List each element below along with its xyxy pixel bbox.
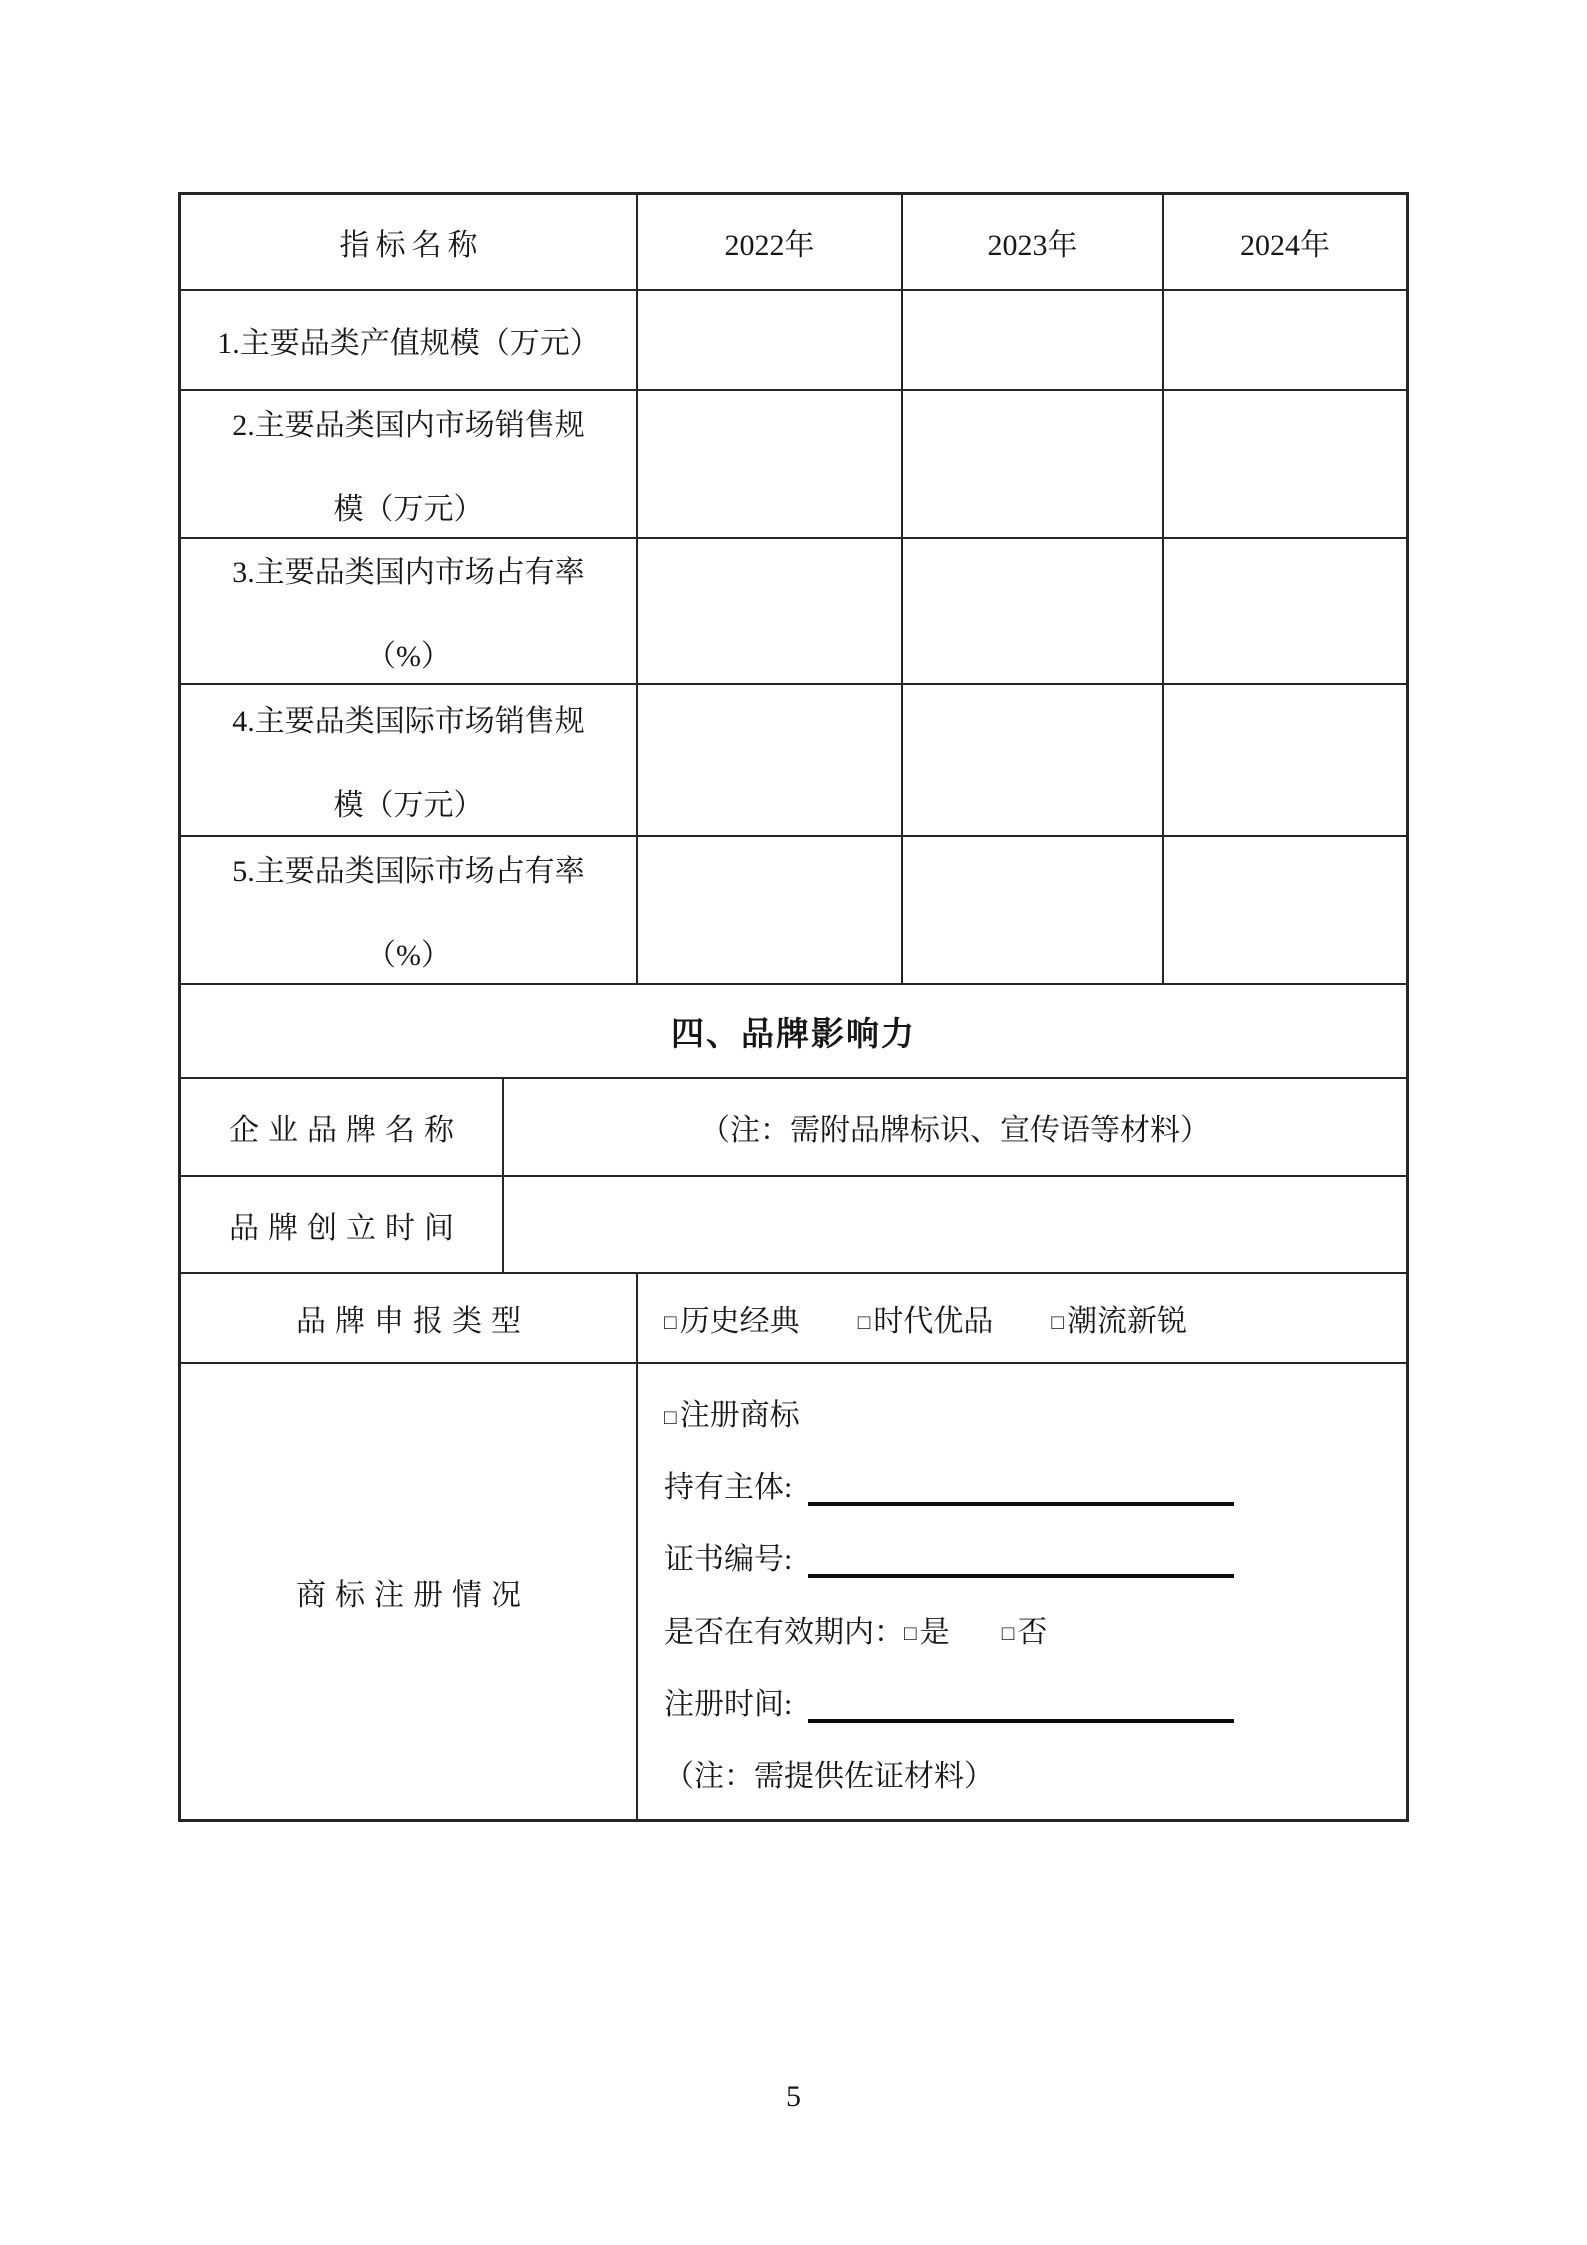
empty-value-cell xyxy=(638,837,903,983)
page-number: 5 xyxy=(786,2080,801,2113)
indicator-label-cell xyxy=(181,837,638,983)
checkbox-icon: □ xyxy=(664,1310,677,1334)
certificate-label: 证书编号: xyxy=(664,1543,793,1577)
brand-name-row xyxy=(181,1079,1406,1177)
indicator-label-cell xyxy=(181,539,638,683)
indicator-label-line1: 4.主要品类国际市场销售规 xyxy=(232,705,585,738)
validity-line xyxy=(664,1615,1396,1651)
holder-line xyxy=(664,1470,1396,1506)
registered-trademark-label: 注册商标 xyxy=(679,1399,800,1432)
option-era-quality xyxy=(858,1296,994,1340)
registration-time-line xyxy=(664,1687,1396,1723)
indicator-label-line2: 模（万元） xyxy=(333,789,484,822)
indicator-label-line2: （%） xyxy=(366,640,451,673)
checkbox-icon: □ xyxy=(664,1404,677,1429)
certificate-line xyxy=(664,1542,1396,1578)
empty-value-cell xyxy=(638,391,903,537)
section-title: 四、品牌影响力 xyxy=(671,1014,916,1052)
indicator-label-cell xyxy=(181,685,638,835)
indicator-label-cell xyxy=(181,391,638,537)
option-history-classic xyxy=(664,1296,800,1340)
table-row-international-sales xyxy=(181,685,1406,837)
table-row-domestic-share xyxy=(181,539,1406,685)
empty-value-cell xyxy=(1164,391,1406,537)
brand-type-options-cell xyxy=(638,1274,1406,1362)
brand-time-label-cell xyxy=(181,1177,504,1272)
brand-type-row xyxy=(181,1274,1406,1364)
empty-value-cell xyxy=(903,837,1164,983)
section-title-row xyxy=(181,985,1406,1079)
registration-time-label: 注册时间: xyxy=(664,1687,793,1721)
table-row-international-share xyxy=(181,837,1406,985)
brand-name-label: 企业品牌名称 xyxy=(229,1114,463,1147)
indicator-label: 1.主要品类产值规模（万元） xyxy=(217,327,600,360)
indicator-label-line2: 模（万元） xyxy=(333,493,484,526)
trademark-label: 商标注册情况 xyxy=(296,1578,530,1612)
holder-underline-field xyxy=(808,1496,1234,1506)
indicator-label-line1: 5.主要品类国际市场占有率 xyxy=(232,855,585,888)
option-label: 时代优品 xyxy=(873,1305,994,1338)
brand-name-note: （注：需附品牌标识、宣传语等材料） xyxy=(700,1114,1210,1147)
checkbox-icon: □ xyxy=(857,1310,871,1334)
indicator-label-line2: （%） xyxy=(366,939,451,972)
empty-value-cell xyxy=(638,685,903,835)
trademark-row xyxy=(181,1364,1406,1819)
brand-type-label-cell xyxy=(181,1274,638,1362)
indicators-and-brand-table xyxy=(178,192,1409,1822)
empty-value-cell xyxy=(903,391,1164,537)
brand-time-label: 品牌创立时间 xyxy=(229,1211,463,1245)
indicator-label-line1: 3.主要品类国内市场占有率 xyxy=(232,556,585,589)
option-label: 潮流新锐 xyxy=(1067,1305,1188,1338)
checkbox-icon: □ xyxy=(1051,1310,1065,1334)
empty-value-cell xyxy=(1164,685,1406,835)
brand-type-label: 品牌申报类型 xyxy=(296,1305,530,1338)
header-cell-2024 xyxy=(1164,195,1406,289)
validity-label: 是否在有效期内： xyxy=(664,1615,904,1649)
header-indicator-label: 指标名称 xyxy=(339,229,484,262)
empty-value-cell xyxy=(903,291,1164,389)
section-title-cell xyxy=(181,985,1406,1077)
brand-time-row xyxy=(181,1177,1406,1274)
option-label: 历史经典 xyxy=(679,1305,800,1338)
holder-label: 持有主体: xyxy=(664,1471,793,1505)
checkbox-icon: □ xyxy=(904,1621,917,1646)
brand-name-label-cell xyxy=(181,1079,504,1175)
registered-trademark-line xyxy=(664,1398,1396,1434)
header-cell-2022 xyxy=(638,195,903,289)
validity-no-label: 否 xyxy=(1017,1615,1048,1649)
indicator-label-cell xyxy=(181,291,638,389)
table-header-row xyxy=(181,195,1406,291)
trademark-note: （注：需提供佐证材料） xyxy=(664,1759,994,1793)
empty-value-cell xyxy=(1164,837,1406,983)
brand-time-value-cell xyxy=(504,1177,1406,1272)
year-2024-label: 2024年 xyxy=(1240,229,1330,262)
indicator-label-line1: 2.主要品类国内市场销售规 xyxy=(232,409,585,442)
certificate-underline-field xyxy=(808,1568,1234,1578)
checkbox-icon: □ xyxy=(1001,1621,1015,1646)
year-2022-label: 2022年 xyxy=(724,229,815,262)
brand-name-value-cell xyxy=(504,1079,1406,1175)
option-trend-new xyxy=(1051,1296,1187,1340)
empty-value-cell xyxy=(638,539,903,683)
validity-yes-label: 是 xyxy=(919,1615,950,1649)
trademark-label-cell xyxy=(181,1364,638,1819)
empty-value-cell xyxy=(1164,291,1406,389)
table-row-output-scale xyxy=(181,291,1406,391)
header-cell-indicator xyxy=(181,195,638,289)
year-2023-label: 2023年 xyxy=(987,229,1078,262)
header-cell-2023 xyxy=(903,195,1164,289)
empty-value-cell xyxy=(638,291,903,389)
empty-value-cell xyxy=(1164,539,1406,683)
trademark-note-line xyxy=(664,1759,1396,1795)
table-row-domestic-sales xyxy=(181,391,1406,539)
empty-value-cell xyxy=(903,539,1164,683)
trademark-detail-cell xyxy=(638,1364,1406,1819)
registration-time-underline-field xyxy=(808,1713,1234,1723)
empty-value-cell xyxy=(903,685,1164,835)
